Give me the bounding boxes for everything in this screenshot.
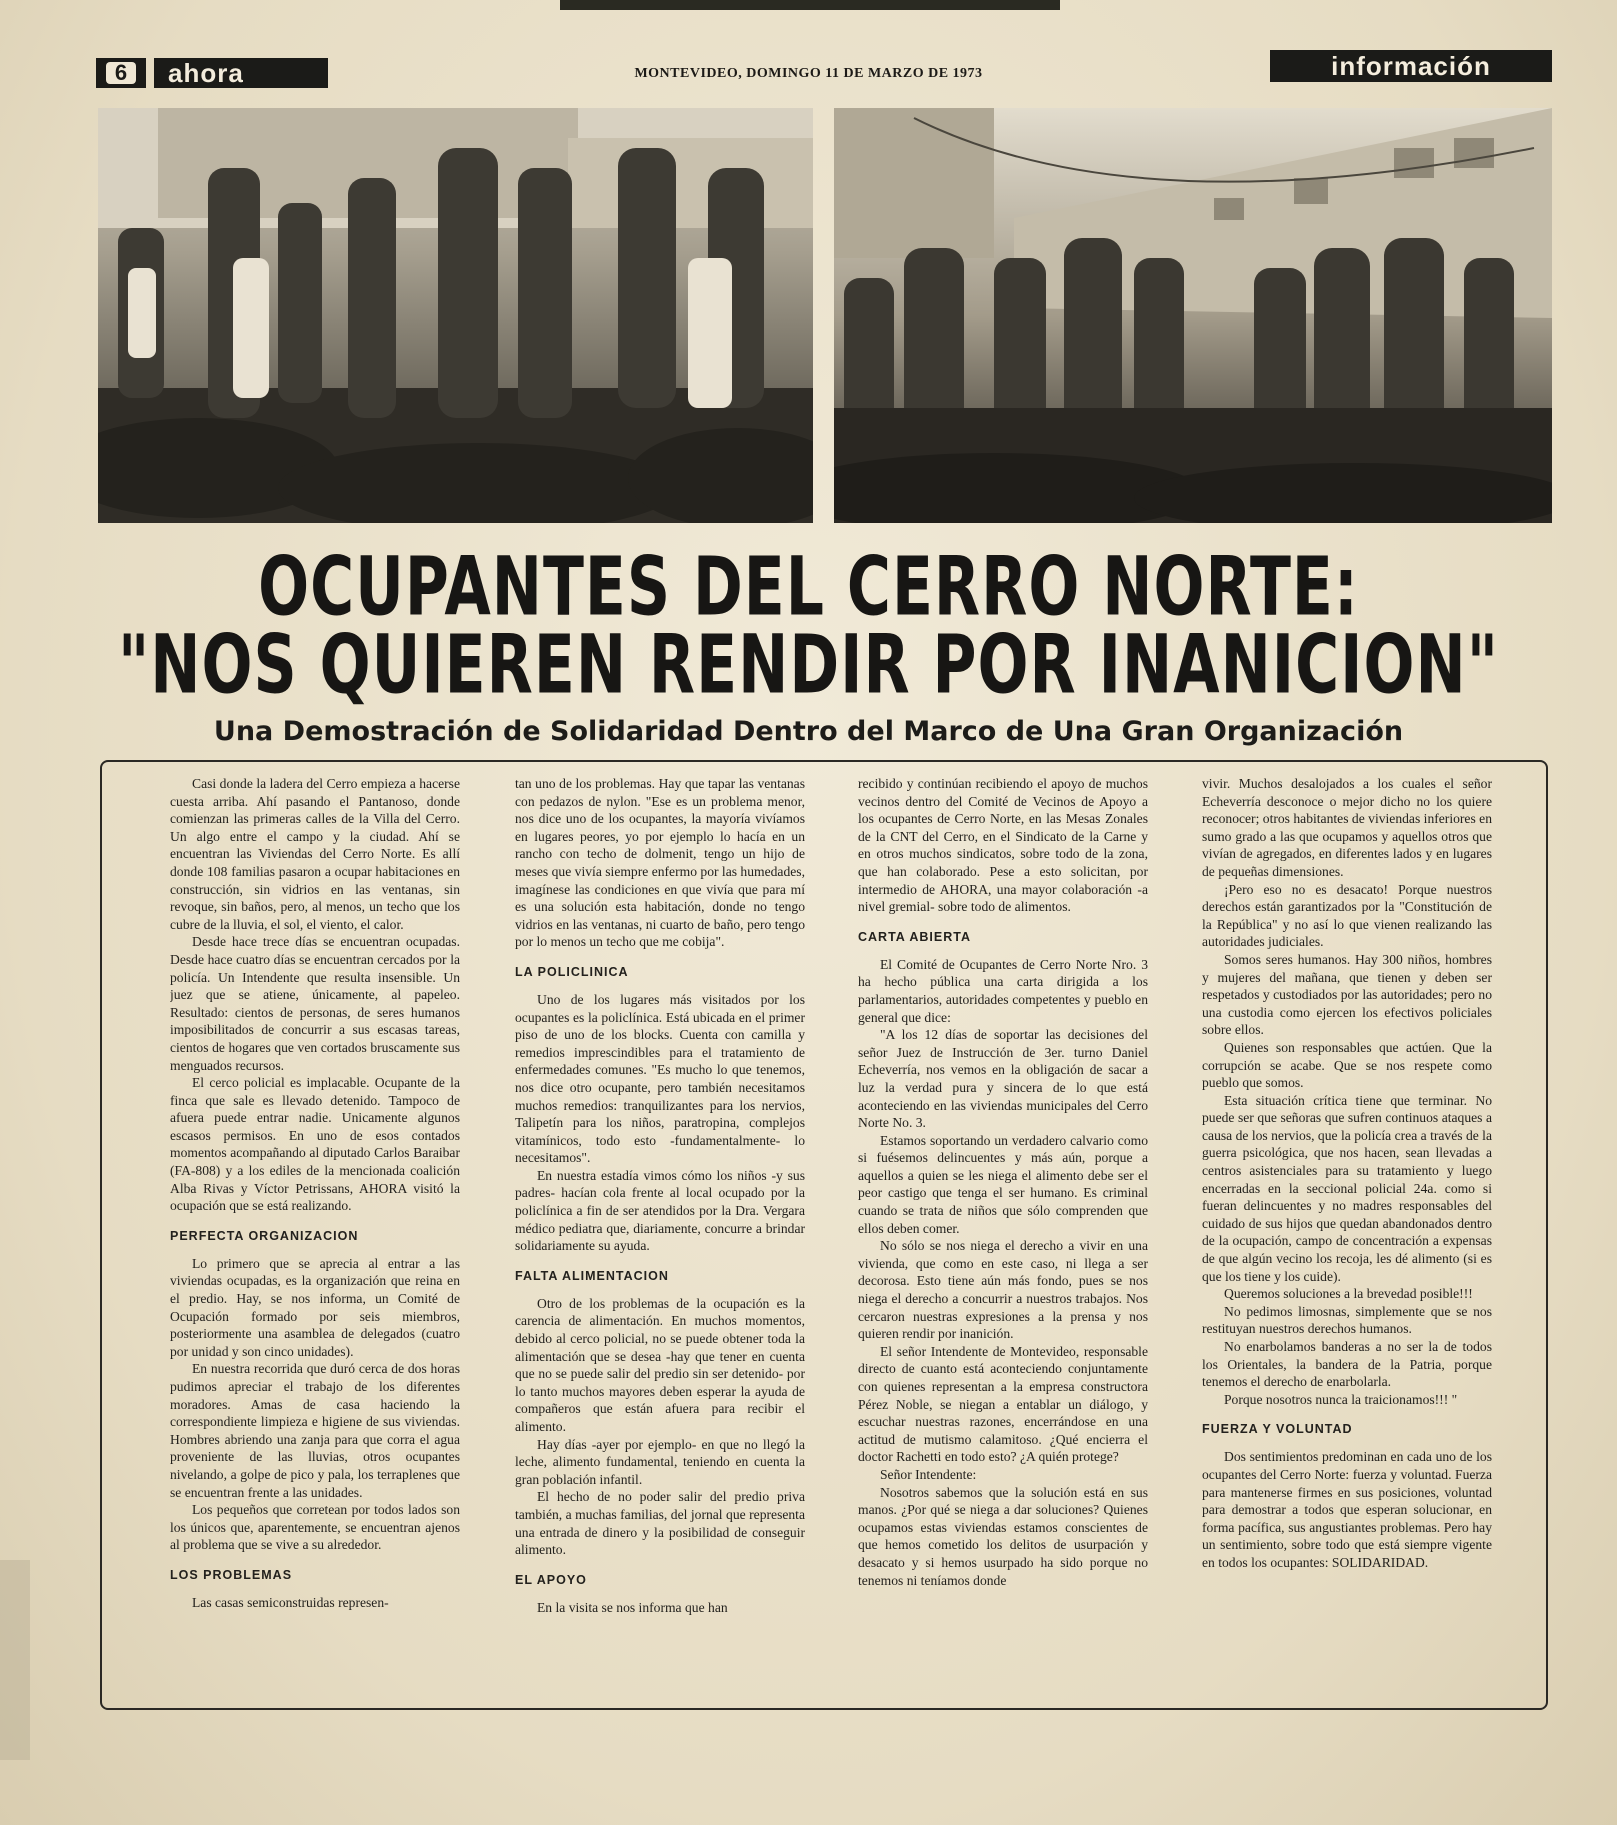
article-paragraph: El hecho de no poder salir del predio priva también, a muchas familias, del jornal que representa una entrada de dinero y la posibilidad de conseguir alimento. xyxy=(515,1489,805,1558)
subheadline: Una Demostración de Solidaridad Dentro del Marco de Una Gran Organización xyxy=(213,716,1404,747)
section-kicker: FUERZA Y VOLUNTAD xyxy=(1202,1422,1353,1437)
article-paragraph: Señor Intendente: xyxy=(880,1466,977,1482)
article-paragraph: Otro de los problemas de la ocupación es la carencia de alimentación. En muchos momentos, debido al cerco policial, no se puede obtener toda la alimentación que se desea -hay que tener en cuenta que no se puede salir del predio sin ser detenido- por lo tanto muchos mayores deben esperar la ayuda de compañeros que están afuera para recibir el alimento. xyxy=(515,1295,805,1434)
article-paragraph: El señor Intendente de Montevideo, responsable directo de cuanto está aconteciendo conjuntamente con quienes representan a la empresa constructora Pérez Noble, se niegan a entablar un diálogo, y escuchar nuestras razones, encerrándose en una actitud de mutismo calamitoso. ¿Qué encierra el doctor Rachetti en todo esto? ¿A quién protege? xyxy=(858,1343,1148,1465)
article-paragraph: Uno de los lugares más visitados por los ocupantes es la policlínica. Está ubicada en el primer piso de uno de los blocks. Cuenta con camilla y remedios imprescindibles para el tratamiento de enfermedades comunes. "Es mucho lo que tenemos, nos dice otro ocupante, pero también necesitamos muchos remedios: tranquilizantes para los nervios, Talipetín para los niños, paratropina, complejos vitamínicos, todo esto -fundamentalmente- lo necesitamos". xyxy=(515,991,805,1166)
dateline: MONTEVIDEO, DOMINGO 11 DE MARZO DE 1973 xyxy=(634,66,983,81)
article-paragraph: Hay días -ayer por ejemplo- en que no llegó la leche, alimento fundamental, teniendo en cuenta la gran población infantil. xyxy=(515,1436,805,1487)
section-kicker: LOS PROBLEMAS xyxy=(170,1567,293,1582)
article-paragraph: En nuestra estadía vimos cómo los niños -y sus padres- hacían cola frente al local ocupado por la policlínica a fin de ser atendidos por la Dra. Vergara médico pediatra que, diariamente, concurre a brindar solidariamente su ayuda. xyxy=(515,1167,805,1254)
photo-housing-blocks-crowd xyxy=(834,108,1552,523)
section-kicker: CARTA ABIERTA xyxy=(858,929,971,944)
article-paragraph: Lo primero que se aprecia al entrar a las viviendas ocupadas, es la organización que reina en el predio. Hay, se nos informa, un Comité de Ocupación formado por seis miembros, posteriormente una asamblea de delegados (cuatro por unidad y son cinco unidades). xyxy=(170,1255,460,1359)
page-number: 6 xyxy=(106,62,136,84)
article-paragraph: No pedimos limosnas, simplemente que se nos restituyan nuestros derechos humanos. xyxy=(1202,1303,1492,1337)
article-paragraph: Queremos soluciones a la brevedad posible!!! xyxy=(1224,1286,1473,1302)
photo-illustration-b xyxy=(834,108,1552,523)
article-paragraph: Casi donde la ladera del Cerro empieza a hacerse cuesta arriba. Ahí pasando el Pantanoso, donde comienzan las primeras calles de la Villa del Cerro. Un algo entre el campo y la ciudad. Ahí se encuentran las Viviendas del Cerro Norte. Es allí donde 108 familias pasaron a ocupar habitaciones en construcción, sin vidrios en las ventanas, sin revoque, sin baños, pero, al menos, un techo que los cubre de la lluvia, el sol, el viento, el calor. xyxy=(170,776,460,932)
article-paragraph: ¡Pero eso no es desacato! Porque nuestros derechos están garantizados por la "Constitución de la República" y no así lo que vienen realizando las autoridades judiciales. xyxy=(1202,881,1492,950)
article-paragraph: No sólo se nos niega el derecho a vivir en una vivienda, que como en este caso, ni llega a ser decorosa. Esto tiene aún más fondo, pues se nos niega el derecho a concurrir a nuestros trabajos. Nos cercaron nuestras expresiones a la prensa y nos quieren rendir por inanición. xyxy=(858,1238,1148,1342)
article-paragraph: El cerco policial es implacable. Ocupante de la finca que sale es llevado detenido. Tampoco de afuera puede entrar nadie. Unicamente algunos escasos permisos. En uno de esos contados momentos acompañando al diputado Carlos Baraibar (FA-808) y a los ediles de la mencionada coalición Alba Rivas y Víctor Petrissans, AHORA visitó la ocupación que se está realizando. xyxy=(170,1075,460,1214)
article-body xyxy=(170,775,1492,1695)
article-paragraph: tan uno de los problemas. Hay que tapar las ventanas con pedazos de nylon. "Ese es un problema menor, nos dice uno de los ocupantes, la mayoría vivíamos en lugares peores, yo por ejemplo lo hacía en un rancho con techo de dolmenit, tengo un hijo de meses que vivía siempre enfermo por las humedades, imagínese las condiciones en que vivía que para mí es una solución esta habitación, donde no tengo vidrios en las ventanas, ni cuarto de baño, pero tengo por lo menos un techo que me cobija". xyxy=(515,776,805,950)
article-column-3 xyxy=(858,775,1148,1695)
article-paragraph: Nosotros sabemos que la solución está en sus manos. ¿Por qué se niega a dar soluciones? Quienes ocupamos estas viviendas estamos conscientes de que hemos cometido los delitos de usurpación y desacato y si hemos usurpado ha sido porque no tenemos ni teníamos donde xyxy=(858,1484,1148,1588)
article-paragraph: Los pequeños que corretean por todos lados son los únicos que, aparentemente, se encuentran ajenos al problema que se vive a su alrededor. xyxy=(170,1502,460,1553)
article-paragraph: Dos sentimientos predominan en cada uno de los ocupantes del Cerro Norte: fuerza y voluntad. Fuerza para mantenerse firmes en sus posiciones, voluntad para demostrar a todos que esperan solucionar, en forma pacífica, sus angustiantes problemas. Pero hay un sentimiento, sobre todo que está siempre vigente en todos los ocupantes: SOLIDARIDAD. xyxy=(1202,1449,1492,1570)
article-paragraph: Estamos soportando un verdadero calvario como si fuésemos delincuentes y más aún, porque a aquellos a quien se les niega el alimento debe ser el peor castigo que tenga el ser humano. Es criminal cuando se trata de niños que sólo comprenden que ellos deben comer. xyxy=(858,1132,1148,1236)
article-column-4 xyxy=(1202,775,1492,1695)
page-edge-shadow xyxy=(0,1560,30,1760)
headline-line-2: "NOS QUIEREN RENDIR POR INANICION" xyxy=(118,618,1499,713)
article-paragraph: En nuestra recorrida que duró cerca de dos horas pudimos apreciar el trabajo de los diferentes moradores. Amas de casa haciendo la correspondiente limpieza e higiene de sus viviendas. Hombres abriendo una zanja para que corra el agua proveniente de las lluvias, otros ocupantes nivelando, a golpe de pico y pala, los terraplenes que se encuentran frente a las unidades. xyxy=(170,1361,460,1500)
article-paragraph: Quienes son responsables que actúen. Que la corrupción se acabe. Que se nos respete como pueblo que somos. xyxy=(1202,1039,1492,1091)
photo-occupants-with-police xyxy=(98,108,813,523)
section-kicker: LA POLICLINICA xyxy=(515,964,629,979)
section-label: información xyxy=(1270,50,1552,82)
article-paragraph: El Comité de Ocupantes de Cerro Norte Nro. 3 ha hecho pública una carta dirigida a los parlamentarios, autoridades competentes y pueblo en general que dice: xyxy=(858,956,1148,1025)
section-kicker: PERFECTA ORGANIZACION xyxy=(170,1228,359,1243)
photo-illustration-a xyxy=(98,108,813,523)
article-paragraph: En la visita se nos informa que han xyxy=(537,1599,728,1615)
article-paragraph: Porque nosotros nunca la traicionamos!!! " xyxy=(1224,1391,1458,1407)
article-paragraph: "A los 12 días de soportar las decisiones del señor Juez de Instrucción de 3er. turno Daniel Echeverría, nos vemos en la obligación de sacar a luz la verdad pura y sincera de lo que está aconteciendo en las viviendas municipales del Cerro Norte No. 3. xyxy=(858,1027,1148,1131)
article-paragraph: vivir. Muchos desalojados a los cuales el señor Echeverría desconoce o mejor dicho no los quiere reconocer; otros habitantes de viviendas inferiores en sumo grado a las que ocupamos y aquellos otros que vivían de agregados, en diferentes lados y en lugares de pequeñas dimensiones. xyxy=(1202,776,1492,879)
headline-line-1: OCUPANTES DEL CERRO NORTE: xyxy=(258,540,1359,635)
article-paragraph: Somos seres humanos. Hay 300 niños, hombres y mujeres del mañana, que tienen y deben ser respetados y custodiados por las autoridades; pero no una custodia como ejercen los efectivos policiales sobre ellos. xyxy=(1202,951,1492,1038)
article-paragraph: No enarbolamos banderas a no ser la de todos los Orientales, la bandera de la Patria, porque tenemos el derecho de enarbolarla. xyxy=(1202,1339,1492,1390)
top-edge-band xyxy=(560,0,1060,10)
article-paragraph: Desde hace trece días se encuentran ocupadas. Desde hace cuatro días se encuentran cercados por la policía. Un Intendente que resulta insensible. Un juez que se atiene, únicamente, al papeleo. Resultado: cientos de personas, de seres humanos imposibilitados de concurrir a sus escasas tareas, cientos de hogares que ven cortados bruscamente sus menguados recursos. xyxy=(170,934,460,1073)
article-column-1 xyxy=(170,775,460,1695)
section-kicker: FALTA ALIMENTACION xyxy=(515,1268,669,1283)
section-kicker: EL APOYO xyxy=(515,1572,587,1587)
article-paragraph: recibido y continúan recibiendo el apoyo de muchos vecinos dentro del Comité de Vecinos de Apoyo a los ocupantes de Cerro Norte, en las Mesas Zonales de la CNT del Cerro, en el Sindicato de la Carne y en otros muchos sindicatos, sobre todo de la zona, que han colaborado. Pese a esto solicitan, por intermedio de AHORA, una mayor colaboración -a nivel gremial- sobre todo de alimentos. xyxy=(858,776,1148,915)
article-paragraph: Las casas semiconstruidas represen- xyxy=(192,1594,389,1610)
publication-name: ahora xyxy=(154,58,328,88)
article-paragraph: Esta situación crítica tiene que terminar. No puede ser que señoras que sufren continuos ataques a causa de los nervios, que la policía crea a través de la guerra psicológica, que nos hacen, sean llevadas a centros asistenciales para su tratamiento y luego encerradas en la seccional policial 24a. como si fueran delincuentes y no madres responsables del cuidado de sus hijos que quedan abandonados dentro de la ocupación, campo de concentración a expensas de que algún vecino los recoja, les dé alimento (si es que los tiene y los cuide). xyxy=(1202,1092,1492,1284)
article-column-2 xyxy=(515,775,805,1695)
